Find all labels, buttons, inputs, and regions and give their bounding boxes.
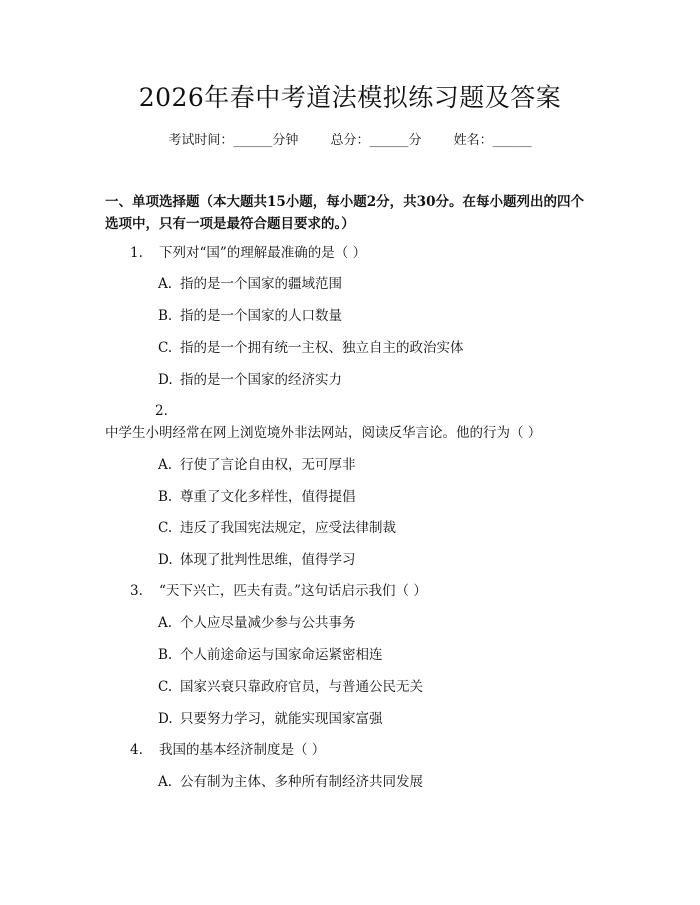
option-letter: B. (158, 647, 173, 663)
question-number: 4. (130, 742, 143, 758)
option-text: 个人应尽量减少参与公共事务 (180, 615, 356, 631)
option-letter: A. (158, 615, 173, 631)
option-letter: D. (158, 372, 173, 388)
question-3-option-b (158, 644, 588, 666)
option-letter: A. (158, 457, 173, 473)
question-1-option-b (158, 305, 588, 327)
question-2 (105, 400, 590, 444)
question-number: 3. (130, 583, 143, 599)
question-2-option-a (158, 454, 588, 476)
option-text: 指的是一个拥有统一主权、独立自主的政治实体 (180, 340, 464, 356)
option-text: 个人前途命运与国家命运紧密相连 (180, 647, 383, 663)
question-2-option-b (158, 486, 588, 508)
question-3-option-c (158, 676, 588, 698)
student-name-field: 姓名：______ (453, 133, 532, 148)
section-heading: 一、单项选择题（本大题共15小题，每小题2分，共30分。在每小题列出的四个选项中，只有一项是最符合题目要求的。） (105, 194, 584, 232)
option-text: 国家兴衰只靠政府官员，与普通公民无关 (180, 679, 423, 695)
option-text: 尊重了文化多样性，值得提倡 (180, 489, 356, 505)
question-1-option-a (158, 273, 588, 295)
option-text: 指的是一个国家的人口数量 (180, 308, 342, 324)
question-1 (130, 242, 590, 264)
question-stem: 中学生小明经常在网上浏览境外非法网站，阅读反华言论。他的行为（ ） (105, 425, 542, 441)
option-letter: C. (158, 520, 173, 536)
question-4-option-a (158, 771, 588, 793)
option-letter: B. (158, 489, 173, 505)
exam-time-field: 考试时间：______分钟 (168, 133, 299, 148)
question-2-option-d (158, 549, 588, 571)
option-text: 体现了批判性思维，值得学习 (180, 552, 356, 568)
question-stem: 我国的基本经济制度是（ ） (159, 742, 326, 758)
question-2-option-c (158, 517, 588, 539)
question-stem: 下列对“国”的理解最准确的是（ ） (159, 245, 367, 261)
page-title: 2026年春中考道法模拟练习题及答案 (138, 83, 562, 112)
option-letter: B. (158, 308, 173, 324)
question-3 (130, 580, 590, 602)
option-text: 只要努力学习，就能实现国家富强 (180, 711, 383, 727)
exam-meta (0, 132, 700, 150)
question-number: 1. (130, 245, 143, 261)
option-text: 指的是一个国家的经济实力 (180, 372, 342, 388)
option-text: 公有制为主体、多种所有制经济共同发展 (180, 774, 423, 790)
question-1-option-d (158, 369, 588, 391)
option-text: 行使了言论自由权，无可厚非 (180, 457, 356, 473)
option-letter: A. (158, 276, 173, 292)
option-letter: C. (158, 340, 173, 356)
option-letter: D. (158, 552, 173, 568)
question-4 (130, 739, 590, 761)
total-score-field: 总分：______分 (330, 133, 422, 148)
option-text: 指的是一个国家的疆域范围 (180, 276, 342, 292)
question-3-option-a (158, 612, 588, 634)
option-text: 违反了我国宪法规定，应受法律制裁 (180, 520, 396, 536)
question-1-option-c (158, 337, 588, 359)
option-letter: D. (158, 711, 173, 727)
question-number: 2. (155, 403, 168, 419)
option-letter: C. (158, 679, 173, 695)
question-3-option-d (158, 708, 588, 730)
question-stem: “天下兴亡，匹夫有责。”这句话启示我们（ ） (159, 583, 427, 599)
option-letter: A. (158, 774, 173, 790)
